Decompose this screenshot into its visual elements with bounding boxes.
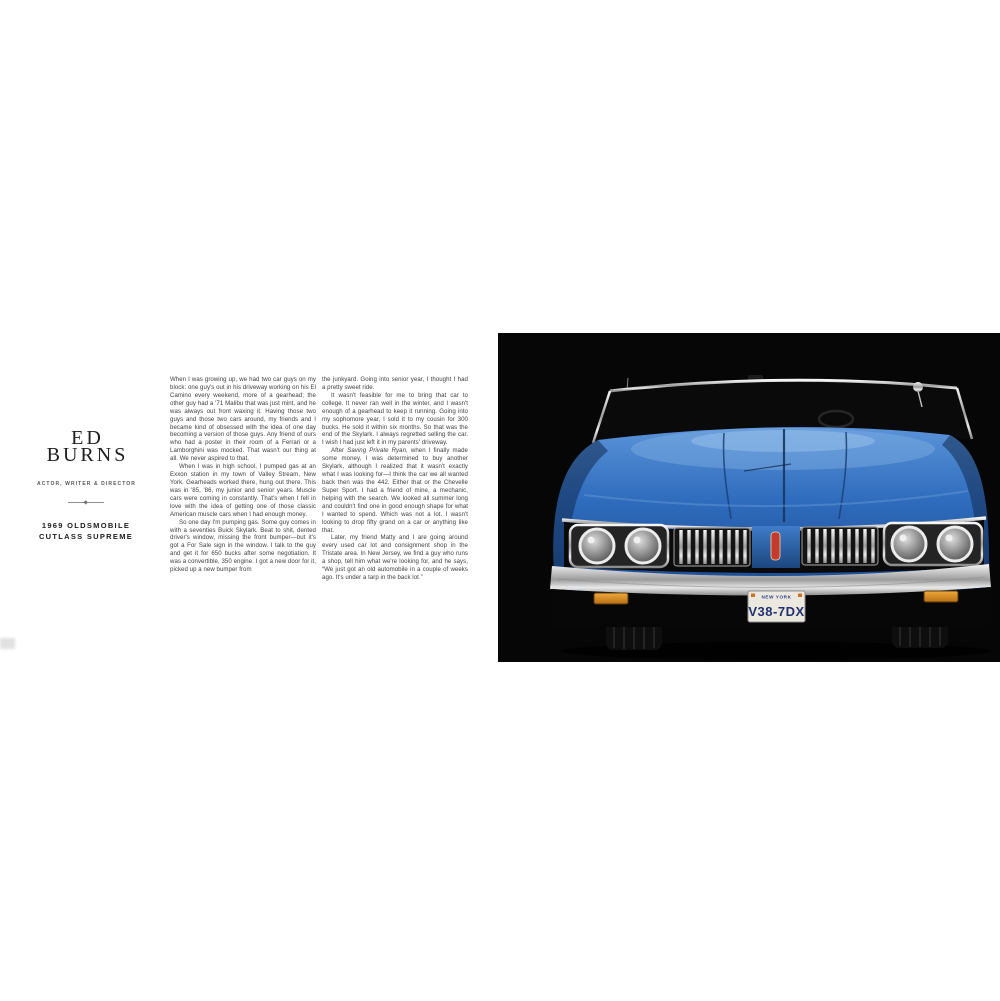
- essay-paragraph: the junkyard. Going into senior year, I thought I had a pretty sweet ride.: [322, 376, 468, 391]
- essay-paragraph: When I was growing up, we had two car guys on my block: one guy's out in his driveway working on his El Camino every weekend, more of a gearhead; the other guy had a '71 Malibu that was just mint, and he was always out front waxing it. Having those two guys and those two cars around, my friends and I became kind of obsessed with the idea of one day becoming a version of those guys. Any friend of ours who had a poster in their room of a Ferrari or a Lamborghini was mocked. That wasn't our thing at all. We never aspired to that.: [170, 376, 316, 463]
- essay-column-1: [170, 376, 316, 574]
- plate-sticker-right: [798, 594, 802, 598]
- author-title: [36, 427, 136, 466]
- divider: [68, 500, 104, 505]
- plate-number: V38-7DX: [748, 604, 805, 619]
- car-illustration: [498, 333, 1000, 662]
- essay-paragraph: So one day I'm pumping gas. Some guy comes in with a seventies Buick Skylark. Beat to shit, dented driver's window, missing the front bumper—but it's got a For Sale sign in the window. I talk to the guy and get it for 650 bucks after some negotiation. It was a convertible, 350 engine. I got a new door for it, picked up a new bumper from: [170, 518, 316, 574]
- grille-left: [674, 528, 750, 566]
- author-title-line1: ED: [71, 427, 104, 449]
- car-photo: [498, 333, 1000, 662]
- car-model-title: [36, 520, 136, 542]
- headlight-left-outer: [580, 529, 614, 563]
- author-block: [36, 427, 136, 542]
- headlight-right-inner: [892, 527, 926, 561]
- license-plate: [748, 591, 805, 622]
- author-subtitle: ACTOR, WRITER & DIRECTOR: [37, 481, 136, 487]
- author-title-line2: BURNS: [46, 444, 129, 466]
- diamond-icon: [84, 500, 89, 505]
- grille-right: [802, 527, 878, 565]
- essay-column-2: [322, 376, 468, 582]
- headlight-left-inner: [626, 529, 660, 563]
- car-model-line2: CUTLASS SUPREME: [38, 532, 134, 541]
- essay-paragraph: Later, my friend Matty and I are going around every used car lot and consignment shop in the Tristate area. In New Jersey, we find a guy who runs a shop, tell him what we're looking for, and he says, “We just got an old automobile in a couple of weeks ago. It's under a tarp in the back lot.”: [322, 534, 468, 582]
- plate-state-label: NEW YORK: [761, 594, 792, 600]
- essay-paragraph: When I was in high school, I pumped gas at an Exxon station in my town of Valley Stream, New York. Gearheads worked there, hung out there. This was in '85, '86, my junior and senior years. Muscle cars were coming in constantly. That's when I fell in love with the idea of getting one of those classic American muscle cars when I had enough money.: [170, 463, 316, 518]
- turn-signal-left: [594, 593, 628, 604]
- essay-paragraph: It wasn't feasible for me to bring that car to college. It never ran well in the winter, and I wasn't enough of a gearhead to keep it running. Going into my sophomore year, I sold it to my cousin for 300 bucks. He sold it within six months. So that was the end of the Skylark. I always regretted selling the car. I wish I had just left it in my parents' driveway.: [322, 391, 468, 447]
- page-edge-mark: [0, 638, 15, 649]
- headlight-right-outer: [938, 527, 972, 561]
- essay-paragraph: After Saving Private Ryan, when I finally made some money, I was determined to buy another Skylark, although I realized that it wasn't exactly what I was looking for—I think the car we all wanted back then was the 442. Either that or the Chevelle Super Sport. I had a friend of mine, a mechanic, helping with the search. We looked all summer long and couldn't find one in good enough shape for what I wanted to spend. Which was not a lot. I wasn't looking to drop fifty grand on a car or anything like that.: [322, 447, 468, 534]
- turn-signal-right: [924, 591, 958, 602]
- car-model-line1: 1969 OLDSMOBILE: [41, 521, 131, 530]
- oldsmobile-emblem: [771, 532, 780, 560]
- plate-sticker-left: [751, 594, 755, 598]
